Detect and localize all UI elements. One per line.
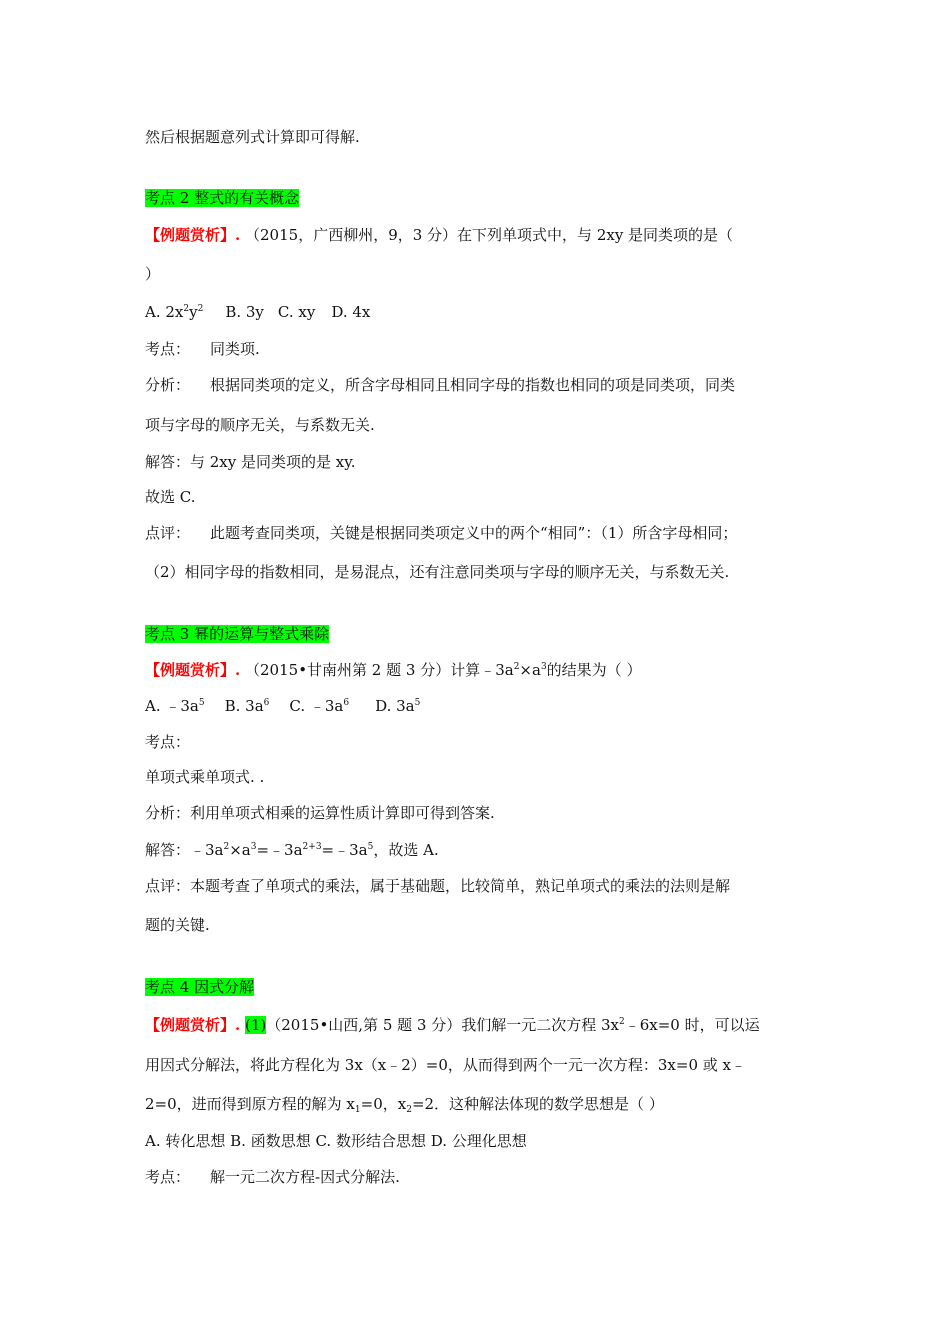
section-heading-2: 考点 2 整式的有关概念 <box>145 189 300 207</box>
section-heading-4: 考点 4 因式分解 <box>145 978 255 996</box>
question-2: 【例题赏析】. （2015，广西柳州，9，3 分）在下列单项式中，与 2xy 是同类项的是（ <box>145 226 734 244</box>
section-heading-3: 考点 3 幂的运算与整式乘除 <box>145 625 330 643</box>
question-number: (1) <box>245 1016 267 1034</box>
example-tag: 【例题赏析】. <box>145 226 241 244</box>
question-4: 【例题赏析】. (1)（2015•山西,第 5 题 3 分）我们解一元二次方程 $3x^2﹣6x=0$ 时，可以运 <box>145 1016 760 1034</box>
dianping-3-cont: 题的关键. <box>145 916 210 934</box>
jieda-2: 解答：与 2xy 是同类项的是 xy. <box>145 453 356 471</box>
guxuan-2: 故选 C. <box>145 488 196 506</box>
kaodian-3-value: 单项式乘单项式. . <box>145 768 265 786</box>
intro-line: 然后根据题意列式计算即可得解. <box>145 128 360 146</box>
dianping-3: 点评：本题考查了单项式的乘法，属于基础题，比较简单，熟记单项式的乘法的法则是解 <box>145 877 731 895</box>
fenxi-2: 分析： 根据同类项的定义，所含字母相同且相同字母的指数也相同的项是同类项，同类 <box>145 376 736 394</box>
kaodian-3: 考点： <box>145 733 191 751</box>
question-3: 【例题赏析】. （2015•甘南州第 2 题 3 分）计算$﹣3a^2\times a^3$的结果为（ ） <box>145 661 642 679</box>
jieda-3: 解答：$﹣3a^2\times a^3=﹣3a^{2+3}=﹣3a^5$，故选 A. <box>145 841 439 859</box>
example-tag: 【例题赏析】. <box>145 1016 241 1034</box>
question-4-cont-2: 2=0，进而得到原方程的解为 $x_1=0$，$x_2=2$．这种解法体现的数学思想是（ ） <box>145 1095 664 1115</box>
options-4: A. 转化思想 B. 函数思想 C. 数形结合思想 D. 公理化思想 <box>145 1132 527 1150</box>
fenxi-2-cont: 项与字母的顺序无关，与系数无关. <box>145 416 375 434</box>
fenxi-3: 分析：利用单项式相乘的运算性质计算即可得到答案. <box>145 804 495 822</box>
kaodian-4: 考点： 解一元二次方程-因式分解法. <box>145 1168 400 1186</box>
question-2-cont: ） <box>145 265 161 283</box>
question-4-cont-1: 用因式分解法，将此方程化为 3x（x﹣2）=0，从而得到两个一元一次方程：3x=0 或 x﹣ <box>145 1056 746 1074</box>
options-2: A. $2x^2y^2$ B. 3y C. xy D. 4x <box>145 303 371 321</box>
options-3: A. $﹣3a^5$ B. $3a^6$ C. $﹣3a^6$ D. $3a^5$ <box>145 697 421 715</box>
kaodian-2: 考点： 同类项. <box>145 340 260 358</box>
dianping-2: 点评： 此题考查同类项，关键是根据同类项定义中的两个“相同”：（1）所含字母相同； <box>145 524 738 542</box>
dianping-2-cont: （2）相同字母的指数相同，是易混点，还有注意同类项与字母的顺序无关，与系数无关. <box>145 563 730 581</box>
example-tag: 【例题赏析】. <box>145 661 241 679</box>
